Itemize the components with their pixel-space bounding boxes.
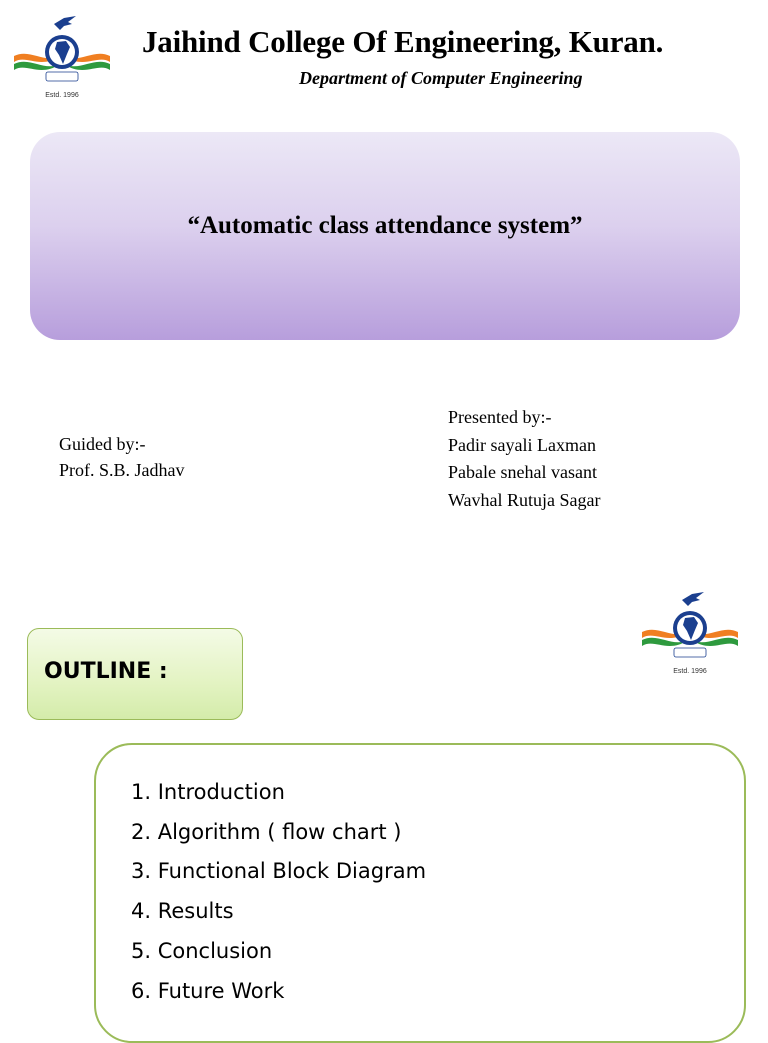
presenter-name: Pabale snehal vasant (448, 462, 597, 482)
list-item: 4. Results (131, 899, 234, 924)
title-banner (30, 132, 740, 340)
list-item: 1. Introduction (131, 780, 285, 804)
college-emblem-icon (10, 14, 114, 94)
list-item: 6. Future Work (131, 978, 285, 1003)
college-emblem-icon (638, 590, 742, 670)
outline-list-box (94, 743, 746, 1043)
presented-by-label: Presented by:- (448, 407, 552, 427)
logo-estd-text: Estd. 1996 (45, 92, 79, 99)
presenter-name: Wavhal Rutuja Sagar (448, 489, 601, 510)
outline-list (131, 773, 426, 1011)
department-name: Department of Computer Engineering (299, 68, 583, 88)
guide-name: Prof. S.B. Jadhav (59, 460, 185, 480)
college-logo (10, 14, 114, 102)
presenter-name: Padir sayali Laxman (448, 434, 596, 455)
guided-by-label: Guided by:- (59, 434, 146, 454)
logo-estd-text: Estd. 1996 (673, 668, 707, 675)
outline-heading-box (27, 628, 243, 720)
list-item: 5. Conclusion (131, 938, 273, 963)
guided-by-block (59, 431, 185, 483)
list-item: 3. Functional Block Diagram (131, 859, 427, 884)
list-item: 2. Algorithm ( flow chart ) (131, 819, 402, 844)
college-name: Jaihind College Of Engineering, Kuran. (142, 24, 664, 59)
presentation-title: “Automatic class attendance system” (187, 212, 583, 239)
college-logo (638, 590, 742, 678)
presented-by-block (448, 404, 601, 514)
outline-heading: OUTLINE : (44, 659, 168, 684)
